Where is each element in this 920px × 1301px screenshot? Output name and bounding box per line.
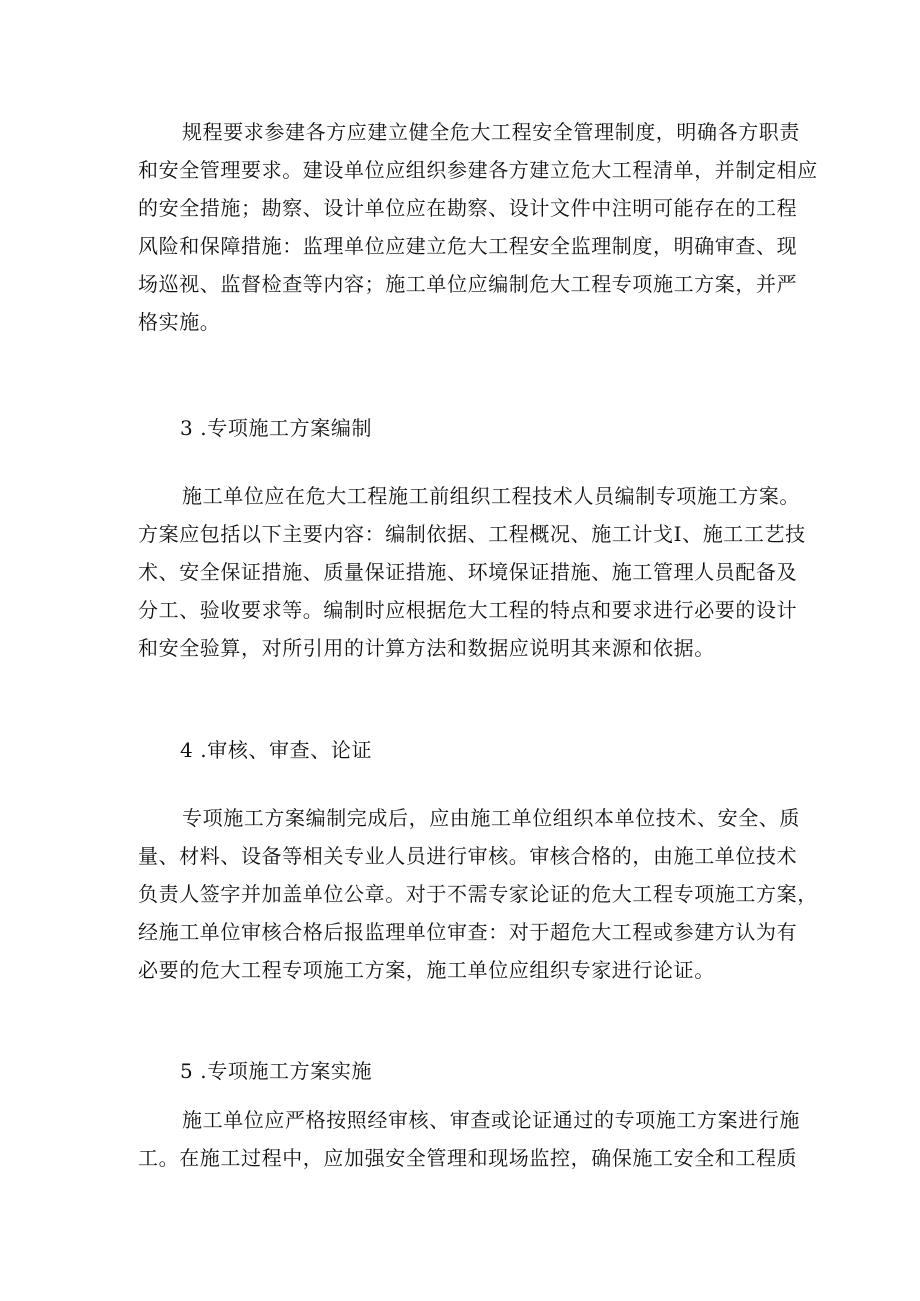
text-line: 的安全措施；勘察、设计单位应在勘察、设计文件中注明可能存在的工程 (138, 196, 798, 220)
text-line: 和安全验算，对所引用的计算方法和数据应说明其来源和依据。 (138, 636, 715, 660)
paragraph-management-system (138, 113, 818, 341)
paragraph-plan-implementation (138, 1101, 800, 1177)
text-line: 方案应包括以下主要内容：编制依据、工程概况、施工计戈I、施工工艺技 (138, 522, 806, 546)
text-line: 施工单位应严格按照经审核、审查或论证通过的专项施工方案进行施 (182, 1108, 800, 1132)
section-heading-3: 3 .专项施工方案编制 (180, 416, 373, 440)
text-line: 工。在施工过程中，应加强安全管理和现场监控，确保施工安全和工程质 (138, 1146, 798, 1170)
text-line: 必要的危大工程专项施工方案，施工单位应组织专家进行论证。 (138, 958, 715, 982)
text-line: 规程要求参建各方应建立健全危大工程安全管理制度，明确各方职责 (182, 120, 800, 144)
text-line: 量、材料、设备等相关专业人员进行审核。审核合格的，由施工单位技术 (138, 844, 798, 868)
text-line: 场巡视、监督检查等内容；施工单位应编制危大工程专项施工方案，并严 (138, 272, 798, 296)
text-line: 负责人签字并加盖单位公章。对于不需专家论证的危大工程专项施工方案， (138, 882, 818, 906)
text-line: 格实施。 (138, 310, 221, 334)
text-line: 风险和保障措施：监理单位应建立危大工程安全监理制度，明确审查、现 (138, 234, 798, 258)
paragraph-review-approval (138, 799, 818, 989)
paragraph-plan-compilation (138, 477, 806, 667)
text-line: 分工、验收要求等。编制时应根据危大工程的特点和要求进行必要的设计 (138, 598, 798, 622)
text-line: 和安全管理要求。建设单位应组织参建各方建立危大工程清单，并制定相应 (138, 158, 818, 182)
text-line: 施工单位应在危大工程施工前组织工程技术人员编制专项施工方案。 (182, 484, 800, 508)
text-line: 术、安全保证措施、质量保证措施、环境保证措施、施工管理人员配备及 (138, 560, 798, 584)
text-line: 经施工单位审核合格后报监理单位审查：对于超危大工程或参建方认为有 (138, 920, 798, 944)
section-heading-5: 5 .专项施工方案实施 (180, 1059, 373, 1083)
text-line: 专项施工方案编制完成后，应由施工单位组织本单位技术、安全、质 (182, 806, 800, 830)
section-heading-4: 4 .审核、审查、论证 (180, 738, 373, 762)
